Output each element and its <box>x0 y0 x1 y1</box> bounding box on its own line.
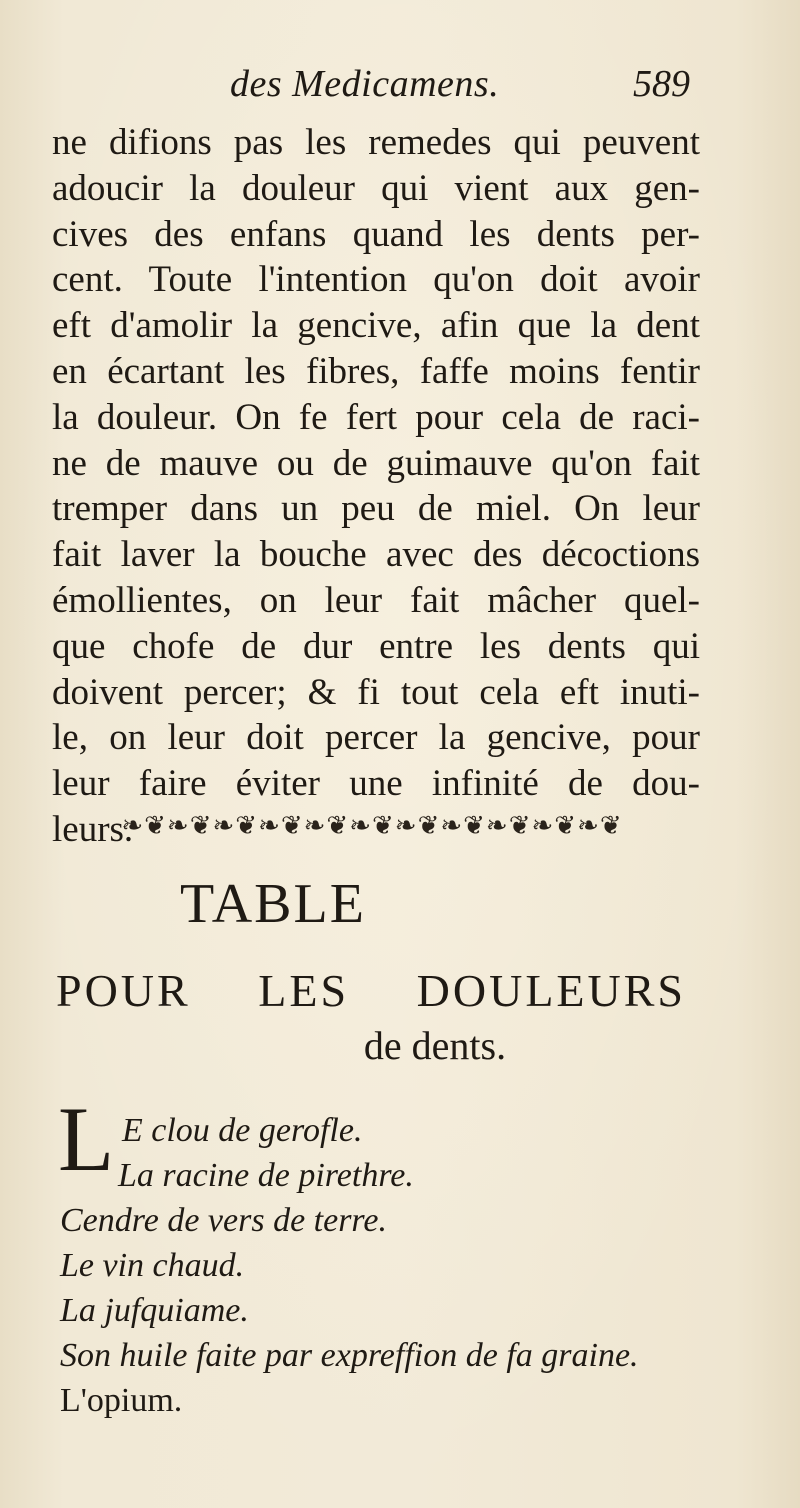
text-line: émollientes, on leur fait mâcher quel- <box>52 579 700 621</box>
text-line: le, on leur doit percer la gencive, pour <box>52 717 700 759</box>
list-item: Cendre de vers de terre. <box>60 1202 387 1239</box>
list-item: Le vin chaud. <box>60 1247 245 1284</box>
body-paragraph <box>52 120 700 853</box>
text-line: la douleur. On fe fert pour cela de raci- <box>52 396 700 438</box>
ornamental-divider <box>52 808 692 844</box>
text-line: cives des enfans quand les dents per- <box>52 213 700 255</box>
text-line: que chofe de dur entre les dents qui <box>52 625 700 667</box>
list-item: La jufquiame. <box>60 1292 249 1329</box>
text-line: eft d'amolir la gencive, afin que la dent <box>52 305 700 347</box>
section-subtitle: POUR LES DOULEURS <box>56 965 686 1016</box>
text-line: leur faire éviter une infinité de dou- <box>52 763 700 805</box>
list-item: L'opium. <box>60 1382 183 1419</box>
list-item: E clou de gerofle. <box>122 1112 363 1149</box>
text-line: doivent percer; & fi tout cela eft inuti- <box>52 671 700 713</box>
section-title: TABLE <box>180 873 366 935</box>
text-line: cent. Toute l'intention qu'on doit avoir <box>52 259 700 301</box>
page-number: 589 <box>633 63 690 105</box>
text-line: leurs. <box>52 808 134 850</box>
remedy-list <box>60 1108 700 1423</box>
list-item: La racine de pirethre. <box>118 1157 414 1194</box>
ornament-glyphs: ❧❦❧❦❧❦❧❦❧❦❧❦❧❦❧❦❧❦❧❦❧❦ <box>121 811 623 840</box>
text-line: ne de mauve ou de guimauve qu'on fait <box>52 442 700 484</box>
list-item: Son huile faite par expreffion de fa graine. <box>60 1337 639 1374</box>
text-line: ne difions pas les remedes qui peuvent <box>52 122 700 163</box>
drop-cap: L <box>58 1088 115 1190</box>
page-header <box>230 62 690 112</box>
text-line: en écartant les fibres, faffe moins fentir <box>52 350 700 392</box>
text-line: fait laver la bouche avec des décoctions <box>52 534 700 576</box>
running-title: des Medicamens. <box>230 63 500 105</box>
text-line: tremper dans un peu de miel. On leur <box>52 488 700 530</box>
text-line: adoucir la douleur qui vient aux gen- <box>52 167 700 209</box>
section-subtitle-line2: de dents. <box>363 1023 507 1068</box>
